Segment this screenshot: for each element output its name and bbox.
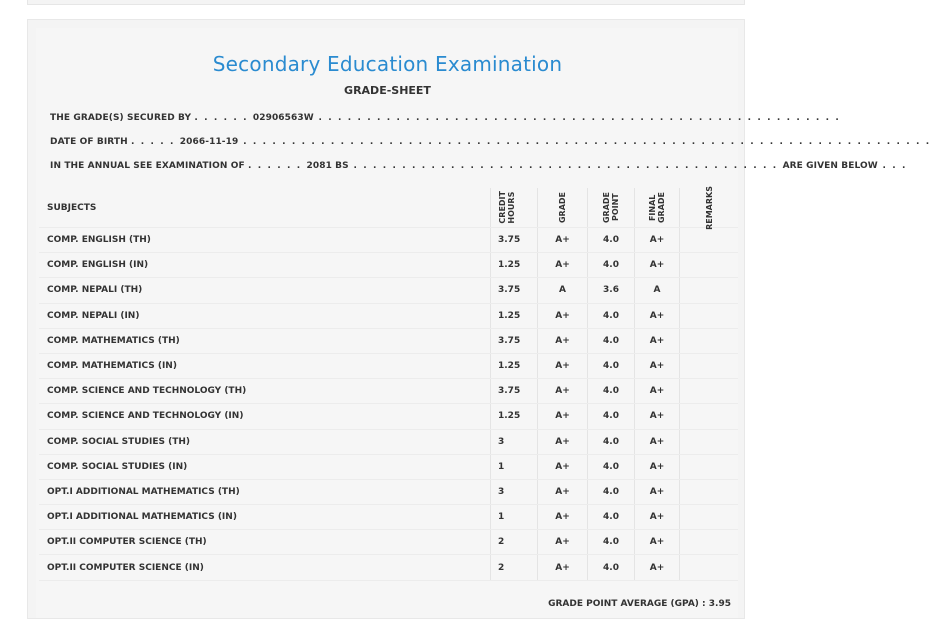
grade-table (39, 185, 738, 581)
final-grade-cell: A+ (635, 253, 680, 277)
table-row (39, 505, 738, 530)
subject-cell: COMP. MATHEMATICS (TH) (39, 329, 491, 353)
subject-cell: COMP. SOCIAL STUDIES (IN) (39, 455, 491, 479)
grade-point-cell: 4.0 (588, 379, 635, 403)
page-title: Secondary Education Examination (212, 52, 563, 76)
final-grade-cell: A+ (635, 304, 680, 328)
grade-point-cell: 4.0 (588, 530, 635, 554)
remarks-cell (680, 530, 738, 554)
subject-cell: COMP. SCIENCE AND TECHNOLOGY (TH) (39, 379, 491, 403)
credit-hours-cell: 1.25 (491, 253, 538, 277)
credit-hours-cell: 1.25 (491, 404, 538, 428)
header-subjects: SUBJECTS (39, 188, 491, 227)
grade-point-cell: 4.0 (588, 404, 635, 428)
credit-hours-cell: 1 (491, 455, 538, 479)
final-grade-cell: A+ (635, 404, 680, 428)
page-subtitle: GRADE-SHEET (344, 84, 431, 97)
grade-cell: A+ (538, 404, 588, 428)
grade-point-cell: 4.0 (588, 505, 635, 529)
grade-point-cell: 4.0 (588, 455, 635, 479)
grade-cell: A+ (538, 379, 588, 403)
final-grade-cell: A+ (635, 555, 680, 579)
header-credit-hours-text: CREDIT HOURS (498, 191, 516, 224)
subject-cell: COMP. MATHEMATICS (IN) (39, 354, 491, 378)
credit-hours-cell: 3 (491, 480, 538, 504)
final-grade-cell: A (635, 278, 680, 302)
grade-point-cell: 4.0 (588, 480, 635, 504)
credit-hours-cell: 1 (491, 505, 538, 529)
grade-cell: A+ (538, 480, 588, 504)
info-exam: IN THE ANNUAL SEE EXAMINATION OF . . . . . . 2081 BS . . . . . . . . . . . . . . . . . . . . . . . . . . . . . . . . . . . . . . . . . . . . ARE GIVEN BELOW . . . (50, 161, 908, 171)
grade-cell: A+ (538, 430, 588, 454)
grade-cell: A+ (538, 530, 588, 554)
subject-cell: COMP. SOCIAL STUDIES (TH) (39, 430, 491, 454)
header-final-grade-text: FINAL GRADE (648, 191, 666, 224)
table-row (39, 278, 738, 303)
gpa-label: GRADE POINT AVERAGE (GPA) : (548, 599, 706, 609)
remarks-cell (680, 379, 738, 403)
grade-cell: A+ (538, 555, 588, 579)
gpa-summary (548, 599, 731, 609)
subject-cell: OPT.II COMPUTER SCIENCE (TH) (39, 530, 491, 554)
grade-point-cell: 4.0 (588, 304, 635, 328)
grade-point-cell: 4.0 (588, 354, 635, 378)
credit-hours-cell: 3.75 (491, 379, 538, 403)
credit-hours-cell: 3.75 (491, 228, 538, 252)
subject-cell: COMP. SCIENCE AND TECHNOLOGY (IN) (39, 404, 491, 428)
exam-value: 2081 BS (306, 161, 349, 171)
subject-cell: COMP. ENGLISH (IN) (39, 253, 491, 277)
grade-cell: A+ (538, 329, 588, 353)
subject-cell: OPT.I ADDITIONAL MATHEMATICS (TH) (39, 480, 491, 504)
final-grade-cell: A+ (635, 455, 680, 479)
remarks-cell (680, 304, 738, 328)
credit-hours-cell: 3.75 (491, 329, 538, 353)
remarks-cell (680, 329, 738, 353)
header-grade-point (588, 188, 635, 227)
subject-cell: COMP. NEPALI (IN) (39, 304, 491, 328)
grade-cell: A+ (538, 505, 588, 529)
subject-cell: OPT.I ADDITIONAL MATHEMATICS (IN) (39, 505, 491, 529)
grade-point-cell: 4.0 (588, 430, 635, 454)
header-final-grade (635, 188, 680, 227)
grade-cell: A+ (538, 455, 588, 479)
remarks-cell (680, 505, 738, 529)
final-grade-cell: A+ (635, 480, 680, 504)
remarks-cell (680, 555, 738, 579)
final-grade-cell: A+ (635, 228, 680, 252)
table-row (39, 253, 738, 278)
table-row (39, 304, 738, 329)
gpa-value: 3.95 (708, 599, 731, 609)
top-card-edge (27, 0, 745, 5)
grade-point-cell: 4.0 (588, 253, 635, 277)
remarks-cell (680, 354, 738, 378)
info-grade-secured: THE GRADE(S) SECURED BY . . . . . . 02906563W . . . . . . . . . . . . . . . . . . . . . . . . . . . . . . . . . . . . . . . . . . . . . . . . . . . . . . (50, 113, 841, 123)
grade-point-cell: 4.0 (588, 228, 635, 252)
final-grade-cell: A+ (635, 379, 680, 403)
table-row (39, 404, 738, 429)
credit-hours-cell: 2 (491, 530, 538, 554)
subject-cell: OPT.II COMPUTER SCIENCE (IN) (39, 555, 491, 579)
final-grade-cell: A+ (635, 354, 680, 378)
grade-point-cell: 4.0 (588, 329, 635, 353)
table-row (39, 379, 738, 404)
header-remarks (680, 185, 738, 230)
header-grade-text: GRADE (558, 191, 567, 224)
table-row (39, 530, 738, 555)
subject-cell: COMP. NEPALI (TH) (39, 278, 491, 302)
exam-suffix: ARE GIVEN BELOW (782, 161, 878, 171)
subject-cell: COMP. ENGLISH (TH) (39, 228, 491, 252)
credit-hours-cell: 2 (491, 555, 538, 579)
dob-value: 2066-11-19 (179, 137, 239, 147)
table-body (39, 228, 738, 581)
credit-hours-cell: 1.25 (491, 304, 538, 328)
remarks-cell (680, 228, 738, 252)
grade-cell: A (538, 278, 588, 302)
remarks-cell (680, 480, 738, 504)
grade-point-cell: 4.0 (588, 555, 635, 579)
table-row (39, 354, 738, 379)
table-row (39, 228, 738, 253)
remarks-cell (680, 404, 738, 428)
header-remarks-text: REMARKS (704, 185, 714, 230)
table-row (39, 455, 738, 480)
grade-cell: A+ (538, 253, 588, 277)
grade-secured-label: THE GRADE(S) SECURED BY (50, 113, 192, 123)
grade-cell: A+ (538, 354, 588, 378)
header-grade (538, 188, 588, 227)
grade-point-cell: 3.6 (588, 278, 635, 302)
table-row (39, 555, 738, 580)
final-grade-cell: A+ (635, 430, 680, 454)
final-grade-cell: A+ (635, 530, 680, 554)
info-dob: DATE OF BIRTH . . . . . 2066-11-19 . . . . . . . . . . . . . . . . . . . . . . . . . . . . . . . . . . . . . . . . . . . . . . . . . . . . . . . . . . . . . . . . . . . . . . . (50, 137, 931, 147)
table-header-row (39, 185, 738, 230)
grade-secured-value: 02906563W (252, 113, 314, 123)
exam-label: IN THE ANNUAL SEE EXAMINATION OF (50, 161, 245, 171)
final-grade-cell: A+ (635, 329, 680, 353)
grade-cell: A+ (538, 228, 588, 252)
remarks-cell (680, 430, 738, 454)
credit-hours-cell: 3 (491, 430, 538, 454)
credit-hours-cell: 1.25 (491, 354, 538, 378)
header-grade-point-text: GRADE POINT (602, 191, 620, 224)
table-row (39, 480, 738, 505)
credit-hours-cell: 3.75 (491, 278, 538, 302)
remarks-cell (680, 253, 738, 277)
grade-cell: A+ (538, 304, 588, 328)
header-credit-hours (491, 188, 538, 227)
table-row (39, 329, 738, 354)
remarks-cell (680, 455, 738, 479)
remarks-cell (680, 278, 738, 302)
final-grade-cell: A+ (635, 505, 680, 529)
table-row (39, 430, 738, 455)
dob-label: DATE OF BIRTH (50, 137, 128, 147)
